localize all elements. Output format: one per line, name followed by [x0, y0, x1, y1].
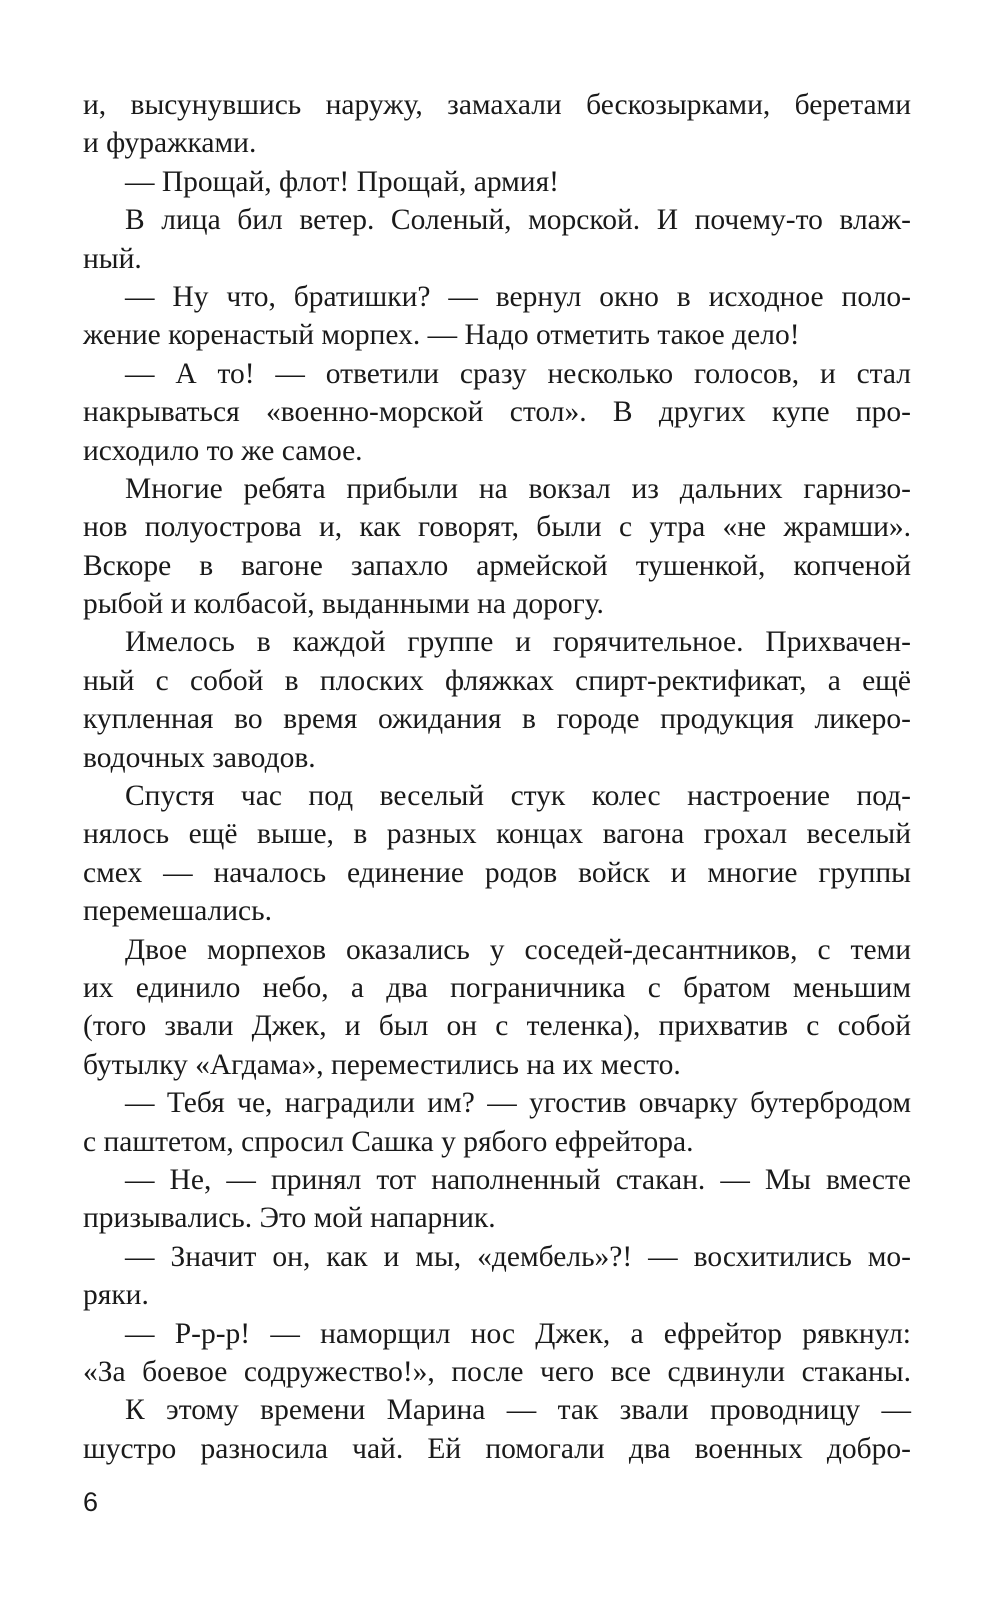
- text-line: бутылку «Агдама», переместились на их место.: [83, 1048, 681, 1081]
- text-line: — Тебя че, наградили им? — угостив овчарку бутербродом: [125, 1087, 911, 1120]
- text-line: призывались. Это мой напарник.: [83, 1202, 496, 1235]
- text-line: — Значит он, как и мы, «дембель»?! — восхитились мо-: [125, 1240, 911, 1273]
- text-line: Имелось в каждой группе и горячительное. Прихвачен-: [125, 626, 911, 659]
- text-line: К этому времени Марина — так звали проводницу —: [125, 1394, 911, 1427]
- text-line: купленная во время ожидания в городе продукция ликеро-: [83, 703, 911, 736]
- text-line: Двое морпехов оказались у соседей-десантников, с теми: [125, 933, 911, 966]
- text-line: с паштетом, спросил Сашка у рябого ефрейтора.: [83, 1125, 694, 1158]
- text-line: — А то! — ответили сразу несколько голосов, и стал: [125, 357, 911, 390]
- text-line: водочных заводов.: [83, 741, 316, 774]
- text-line: рыбой и колбасой, выданными на дорогу.: [83, 588, 604, 621]
- text-line: их единило небо, а два пограничника с братом меньшим: [83, 971, 911, 1004]
- text-line: — Не, — принял тот наполненный стакан. — Мы вместе: [125, 1163, 911, 1196]
- text-line: ряки.: [83, 1279, 149, 1312]
- text-line: «За боевое содружество!», после чего все сдвинули стаканы.: [83, 1355, 911, 1388]
- text-line: и фуражками.: [83, 127, 257, 160]
- text-line: Спустя час под веселый стук колес настроение под-: [125, 780, 911, 813]
- text-line: — Ну что, братишки? — вернул окно в исходное поло-: [125, 280, 911, 313]
- text-line: — Р-р-р! — наморщил нос Джек, а ефрейтор рявкнул:: [125, 1317, 911, 1350]
- text-line: и, высунувшись наружу, замахали бескозырками, беретами: [83, 89, 911, 121]
- page-number: 6: [83, 1487, 99, 1517]
- text-line: В лица бил ветер. Соленый, морской. И почему-то влаж-: [125, 204, 911, 237]
- text-line: Вскоре в вагоне запахло армейской тушенкой, копченой: [83, 549, 911, 582]
- text-line: перемешались.: [83, 895, 272, 928]
- text-line: исходило то же самое.: [83, 434, 363, 467]
- text-line: Многие ребята прибыли на вокзал из дальних гарнизо-: [125, 472, 911, 505]
- text-line: смех — началось единение родов войск и многие группы: [83, 856, 911, 889]
- text-line: (того звали Джек, и был он с теленка), прихватив с собой: [83, 1010, 911, 1043]
- text-line: ный.: [83, 242, 142, 275]
- text-line: накрываться «военно-морской стол». В других купе про-: [83, 396, 911, 429]
- text-line: ный с собой в плоских фляжках спирт-ректификат, а ещё: [83, 664, 911, 697]
- text-line: жение коренастый морпех. — Надо отметить такое дело!: [83, 319, 800, 352]
- text-line: шустро разносила чай. Ей помогали два военных добро-: [83, 1432, 911, 1465]
- text-line: нов полуострова и, как говорят, были с утра «не жрамши».: [83, 511, 911, 544]
- text-line: — Прощай, флот! Прощай, армия!: [125, 165, 559, 198]
- body-text: [83, 86, 911, 1468]
- text-line: нялось ещё выше, в разных концах вагона грохал веселый: [83, 818, 911, 851]
